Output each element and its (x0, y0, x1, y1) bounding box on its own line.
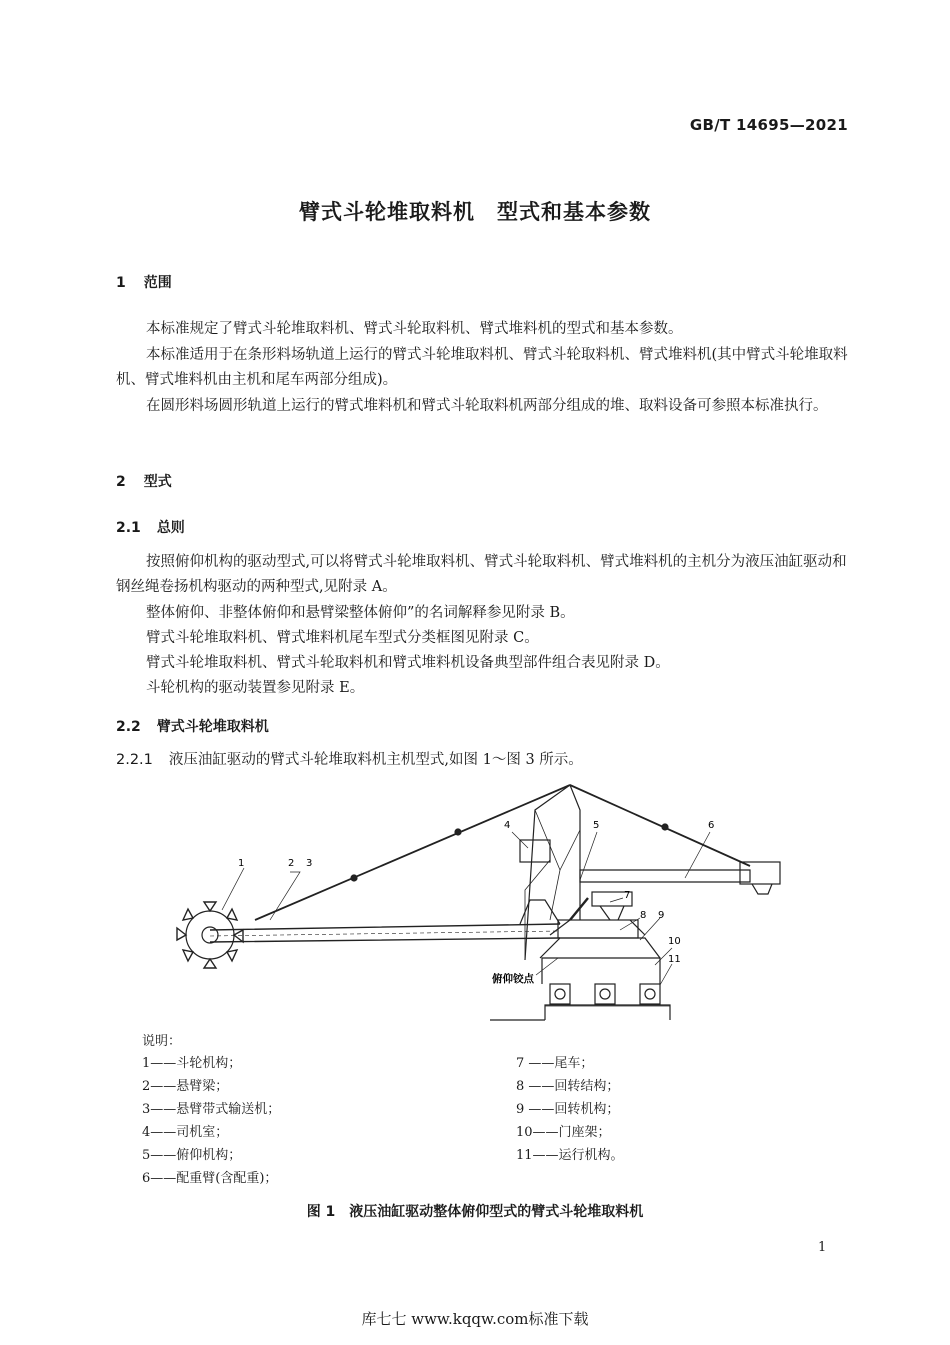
footer-watermark: 库七七 www.kqqw.com标准下载 (361, 1310, 589, 1328)
callout-10: 10 (668, 936, 681, 947)
section-title: 型式 (143, 474, 172, 490)
paragraph: 在圆形料场圆形轨道上运行的臂式堆料机和臂式斗轮取料机两部分组成的堆、取料设备可参照本标准执行。 (146, 398, 828, 414)
section-number: 2.1 (116, 520, 141, 536)
standard-number: GB/T 14695—2021 (689, 116, 848, 134)
legend-item: 11——运行机构。 (516, 1148, 624, 1163)
legend-left-column (142, 1052, 280, 1190)
section-2-heading (116, 471, 172, 491)
callout-1: 1 (238, 858, 245, 869)
callout-2: 2 (288, 858, 295, 869)
section-number: 1 (116, 275, 126, 291)
paragraph: 整体俯仰、非整体俯仰和悬臂梁整体俯仰”的名词解释参见附录 B。 (146, 605, 575, 621)
legend-item: 8 ——回转结构； (516, 1079, 620, 1094)
section-title: 总则 (156, 520, 185, 536)
paragraph: 臂式斗轮堆取料机、臂式堆料机尾车型式分类框图见附录 C。 (146, 630, 539, 646)
paragraph: 本标准规定了臂式斗轮堆取料机、臂式斗轮取料机、臂式堆料机的型式和基本参数。 (146, 321, 683, 337)
section-1-heading (116, 272, 172, 292)
page-number: 1 (818, 1240, 827, 1255)
section-number: 2.2 (116, 719, 141, 735)
legend-item: 1——斗轮机构； (142, 1056, 242, 1071)
pivot-label: 俯仰铰点 (492, 973, 534, 985)
legend-right-column (516, 1052, 624, 1167)
legend-item: 6——配重臂(含配重)； (142, 1171, 278, 1186)
section-title: 臂式斗轮堆取料机 (156, 719, 269, 735)
legend-item: 5——俯仰机构； (142, 1148, 242, 1163)
legend-item: 3——悬臂带式输送机； (142, 1102, 281, 1117)
callout-6: 6 (708, 820, 715, 831)
callout-11: 11 (668, 954, 681, 965)
section-2-1-heading (116, 517, 185, 537)
legend-item: 10——门座架； (516, 1125, 611, 1140)
paragraph: 本标准适用于在条形料场轨道上运行的臂式斗轮堆取料机、臂式斗轮取料机、臂式堆料机(其中臂式斗轮堆取料机、臂式堆料机由主机和尾车两部分组成)。 (116, 347, 848, 388)
legend-item: 2——悬臂梁； (142, 1079, 229, 1094)
paragraph: 按照俯仰机构的驱动型式,可以将臂式斗轮堆取料机、臂式斗轮取料机、臂式堆料机的主机分为液压油缸驱动和钢丝绳卷扬机构驱动的两种型式,见附录 A。 (116, 554, 847, 595)
paragraph: 斗轮机构的驱动装置参见附录 E。 (146, 680, 365, 696)
callout-4: 4 (504, 820, 511, 831)
callout-5: 5 (593, 820, 600, 831)
section-title: 范围 (143, 275, 172, 291)
callout-9: 9 (658, 910, 665, 921)
section-number: 2 (116, 474, 126, 490)
paragraph: 臂式斗轮堆取料机、臂式斗轮取料机和臂式堆料机设备典型部件组合表见附录 D。 (146, 655, 670, 671)
bucket-wheel-machine-drawing (140, 770, 820, 1030)
callout-7: 7 (624, 890, 631, 901)
callout-3: 3 (306, 858, 313, 869)
figure-caption: 图 1 液压油缸驱动整体俯仰型式的臂式斗轮堆取料机 (306, 1204, 644, 1220)
callout-8: 8 (640, 910, 647, 921)
legend-item: 7 ——尾车； (516, 1056, 594, 1071)
clause-text: 液压油缸驱动的臂式斗轮堆取料机主机型式,如图 1～图 3 所示。 (168, 752, 583, 768)
document-title: 臂式斗轮堆取料机 型式和基本参数 (299, 200, 651, 224)
legend-item: 9 ——回转机构； (516, 1102, 620, 1117)
clause-number: 2.2.1 (116, 752, 153, 768)
section-2-2-heading (116, 716, 269, 736)
legend-item: 4——司机室； (142, 1125, 229, 1140)
legend-title: 说明： (142, 1034, 182, 1049)
